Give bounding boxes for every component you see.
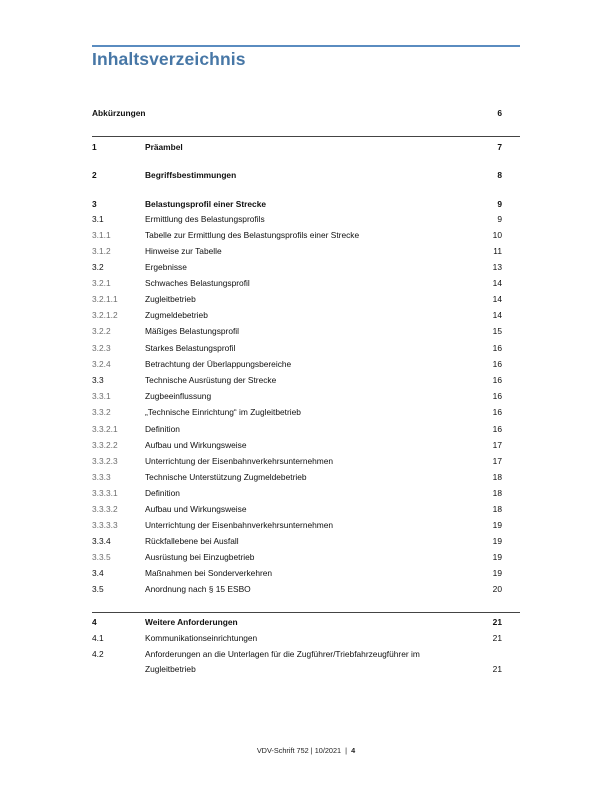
toc-number: 3.5: [92, 584, 104, 594]
toc-page: 19: [492, 552, 502, 562]
toc-label: Maßnahmen bei Sonderverkehren: [145, 568, 273, 578]
toc-page: 14: [492, 278, 502, 288]
toc-page: 19: [492, 520, 502, 530]
toc-page: 18: [492, 488, 502, 498]
toc-label: Technische Ausrüstung der Strecke: [145, 375, 277, 385]
toc-label: Aufbau und Wirkungsweise: [145, 440, 247, 450]
toc-page: 16: [492, 391, 502, 401]
page-title: Inhaltsverzeichnis: [92, 49, 246, 69]
footer-doc: VDV-Schrift 752: [256, 746, 309, 755]
toc-label: Rückfallebene bei Ausfall: [145, 536, 239, 546]
toc-label: Präambel: [145, 142, 183, 152]
toc-number: 3.3.2.2: [92, 440, 118, 450]
toc-number: 3.3.2.1: [92, 424, 118, 434]
toc-number: 2: [92, 170, 97, 180]
toc-label: Ermittlung des Belastungsprofils: [145, 214, 265, 224]
toc-number: 3.3.2: [92, 407, 111, 417]
toc-label: Unterrichtung der Eisenbahnverkehrsunternehmen: [145, 456, 334, 466]
section-divider: [92, 136, 520, 137]
toc-number: 3.3.1: [92, 391, 111, 401]
toc-page: 14: [492, 310, 502, 320]
toc-number: 3.1.2: [92, 246, 111, 256]
toc-label: Zugmeldebetrieb: [145, 310, 208, 320]
toc-number: 4.1: [92, 633, 104, 643]
toc-number: 4: [92, 617, 97, 627]
toc-page: 17: [492, 456, 502, 466]
toc-label: Definition: [145, 488, 180, 498]
toc-label: Schwaches Belastungsprofil: [145, 278, 250, 288]
toc-page: 16: [492, 359, 502, 369]
toc-label: Aufbau und Wirkungsweise: [145, 504, 247, 514]
toc-label: Kommunikationseinrichtungen: [145, 633, 258, 643]
toc-page: 16: [492, 375, 502, 385]
toc-page: 15: [492, 326, 502, 336]
toc-number: 3: [92, 199, 97, 209]
section-divider: [92, 612, 520, 613]
toc-number: 3.3.3.3: [92, 520, 118, 530]
toc-label: Zugleitbetrieb: [145, 294, 196, 304]
toc-number: 3.2.2: [92, 326, 111, 336]
toc-page: 11: [493, 246, 502, 256]
toc-page: 8: [497, 170, 502, 180]
toc-label: Weitere Anforderungen: [145, 617, 238, 627]
toc-number: 3.3.2.3: [92, 456, 118, 466]
toc-number: 4.2: [92, 649, 104, 659]
toc-number: 3.2.1: [92, 278, 111, 288]
toc-number: 3.3.3.2: [92, 504, 118, 514]
toc-page: 9: [497, 214, 502, 224]
toc-page: 18: [492, 504, 502, 514]
toc-label: Zugleitbetrieb: [145, 664, 196, 674]
toc-label: Zugbeeinflussung: [145, 391, 212, 401]
toc-label: Mäßiges Belastungsprofil: [145, 326, 240, 336]
footer-page-number: 4: [351, 746, 356, 755]
footer-separator: |: [345, 746, 348, 755]
toc-page: 17: [492, 440, 502, 450]
footer-date: 10/2021: [314, 746, 342, 755]
toc-page: 19: [492, 536, 502, 546]
toc-page: 16: [492, 407, 502, 417]
toc-number: 3.1.1: [92, 230, 111, 240]
toc-number: 3.2.3: [92, 343, 111, 353]
toc-number: 3.3.3.1: [92, 488, 118, 498]
toc-number: 3.2: [92, 262, 104, 272]
toc-label: Betrachtung der Überlappungsbereiche: [145, 359, 292, 369]
toc-number: 3.1: [92, 214, 104, 224]
toc-label: Unterrichtung der Eisenbahnverkehrsunternehmen: [145, 520, 334, 530]
toc-page: 21: [492, 664, 502, 674]
toc-number: 3.3.4: [92, 536, 111, 546]
toc-number: 3.2.1.1: [92, 294, 118, 304]
toc-label: Hinweise zur Tabelle: [145, 246, 222, 256]
toc-page: 21: [492, 633, 502, 643]
toc-number: 3.3.3: [92, 472, 111, 482]
toc-number: 3.4: [92, 568, 104, 578]
toc-page: 20: [492, 584, 502, 594]
toc-label: Anforderungen an die Unterlagen für die Zugführer/Triebfahrzeugführer im: [145, 649, 420, 659]
toc-label: Anordnung nach § 15 ESBO: [145, 584, 251, 594]
toc-label: Starkes Belastungsprofil: [145, 343, 236, 353]
toc-number: 3.3.5: [92, 552, 111, 562]
toc-label: Ausrüstung bei Einzugbetrieb: [145, 552, 255, 562]
toc-page: 13: [492, 262, 502, 272]
toc-page: 18: [492, 472, 502, 482]
toc-number: 3.2.4: [92, 359, 111, 369]
toc-number: 1: [92, 142, 97, 152]
toc-page: 21: [492, 617, 502, 627]
toc-number: 3.2.1.2: [92, 310, 118, 320]
toc-page: 6: [497, 108, 502, 118]
toc-label: „Technische Einrichtung“ im Zugleitbetrieb: [145, 407, 301, 417]
toc-page: 16: [492, 343, 502, 353]
toc-page: 14: [492, 294, 502, 304]
toc-label: Ergebnisse: [145, 262, 187, 272]
toc-page: 7: [497, 142, 502, 152]
page-footer: [0, 746, 612, 755]
footer-separator: |: [310, 746, 313, 755]
toc-label: Technische Unterstützung Zugmeldebetrieb: [145, 472, 307, 482]
toc-page: 19: [492, 568, 502, 578]
toc-label: Begriffsbestimmungen: [145, 170, 237, 180]
toc-label: Tabelle zur Ermittlung des Belastungsprofils einer Strecke: [145, 230, 360, 240]
toc-page: 9: [497, 199, 502, 209]
toc-label: Definition: [145, 424, 180, 434]
toc-label: Belastungsprofil einer Strecke: [145, 199, 267, 209]
toc-page: 10: [492, 230, 502, 240]
toc-label: Abkürzungen: [92, 108, 146, 118]
toc-page: 16: [492, 424, 502, 434]
toc-number: 3.3: [92, 375, 104, 385]
